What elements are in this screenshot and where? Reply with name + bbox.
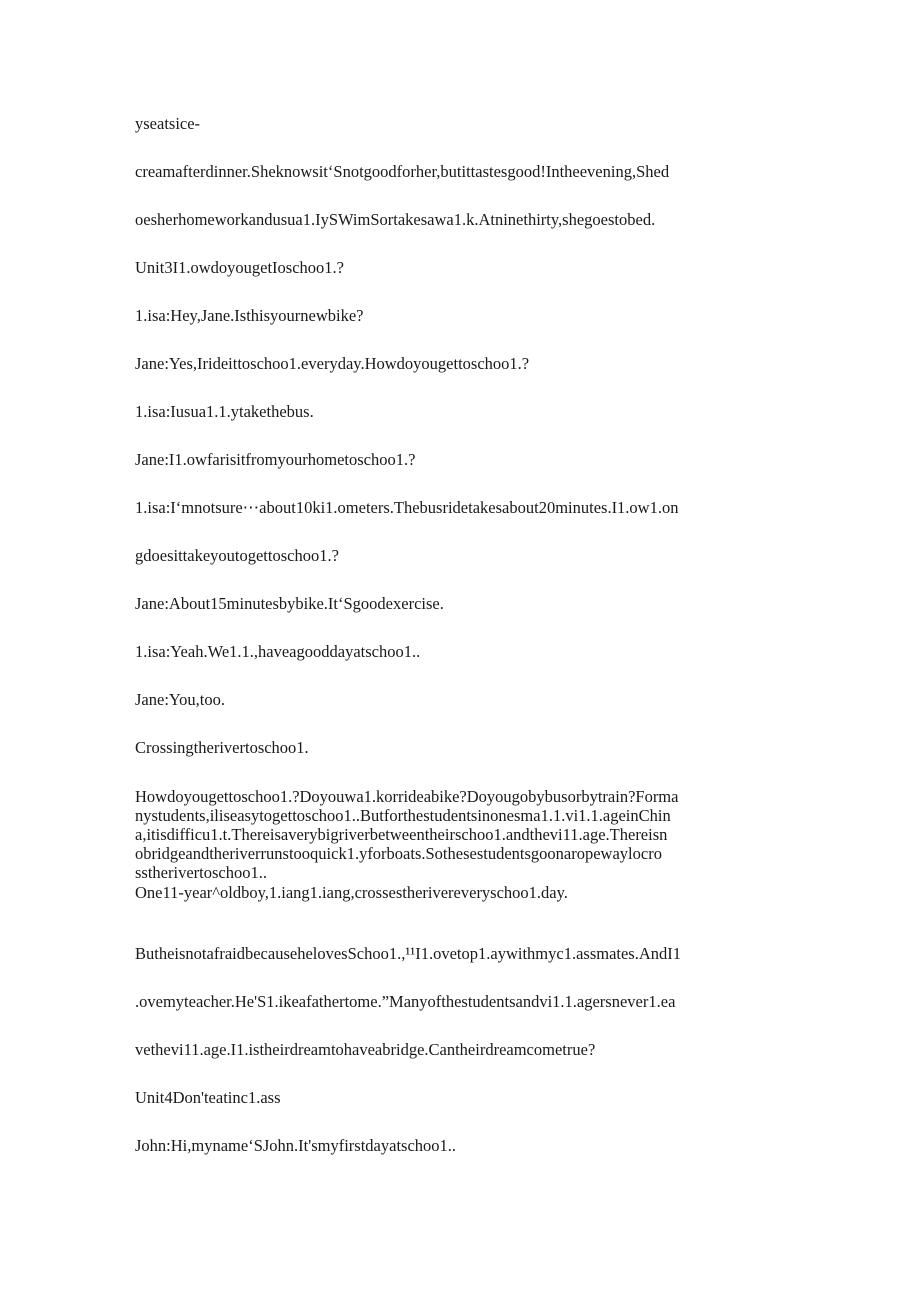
paragraph-line: Howdoyougettoschoo1.?Doyouwa1.korrideabike?Doyougobybusorbytrain?Forma xyxy=(135,787,679,806)
dialogue-line: Jane:You,too. xyxy=(135,690,226,709)
unit-4-heading: Unit4Don'teatinc1.ass xyxy=(135,1088,281,1107)
dialogue-line: John:Hi,mynameʻSJohn.It'smyfirstdayatschoo1.. xyxy=(135,1136,457,1155)
text-line: yseatsice- xyxy=(135,114,201,133)
dialogue-line: gdoesittakeyoutogettoschoo1.? xyxy=(135,546,339,565)
paragraph-line: One11-year^oldboy,1.iang1.iang,crossestherivereveryschoo1.day. xyxy=(135,883,568,902)
paragraph-line: sstherivertoschoo1.. xyxy=(135,863,267,882)
text-line: .ovemyteacher.He'S1.ikeafathertome.”Manyofthestudentsandvi1.1.agersnever1.ea xyxy=(135,992,676,1011)
text-line: creamafterdinner.SheknowsitʻSnotgoodforher,butittastesgood!Intheevening,Shed xyxy=(135,162,670,181)
unit-3-heading: Unit3I1.owdoyougetIoschoo1.? xyxy=(135,258,344,277)
text-line: Butheisnotafraidbecauseheloves​Schoo1.,¹¹I1.ovetop1.aywithmyc1.assmates.AndI1 xyxy=(135,944,682,963)
paragraph-line: nystudents,iliseasytogettoschoo1..Butforthestudentsinonesma1.1.vi1.1.ageinChin xyxy=(135,806,671,825)
paragraph-line: obridgeandtheriverrunstooquick1.yforboats.Sothesestudentsgoonaropewayloc​ro xyxy=(135,844,662,863)
dialogue-line: Jane:About15minutesbybike.ItʻSgoodexercise. xyxy=(135,594,444,613)
text-line: vethevi11.age.I1.istheirdreamtohaveabridge.Cantheirdreamcometrue? xyxy=(135,1040,596,1059)
section-title: Crossingtherivertoschoo1. xyxy=(135,738,309,757)
dialogue-line: 1.isa:Yeah.We1.1.,haveagooddayatschoo1.. xyxy=(135,642,421,661)
dialogue-line: 1.isa:Iʻmnotsure⋯about10ki1.ometers.Thebusridetakesabout20minutes.I1.ow1.on xyxy=(135,498,679,517)
dialogue-line: 1.isa:Hey,Jane.Isthisyournewbike? xyxy=(135,306,364,325)
dialogue-line: 1.isa:Iusua1.1.ytakethebus. xyxy=(135,402,314,421)
paragraph-line: a,itisdifficu1.t.Thereisaverybigriverbetweentheirschoo1.andthevi11.age.Thereisn xyxy=(135,825,668,844)
reading-paragraph xyxy=(135,787,678,902)
dialogue-line: Jane:I1.owfarisitfromyourhometoschoo1.? xyxy=(135,450,416,469)
dialogue-line: Jane:Yes,Irideittoschoo1.everyday.Howdoyougettoschoo1.? xyxy=(135,354,530,373)
text-line: oesherhomeworkandusua1.IySWimSortakesawa1.k.Atninethirty,shegoestobed. xyxy=(135,210,656,229)
